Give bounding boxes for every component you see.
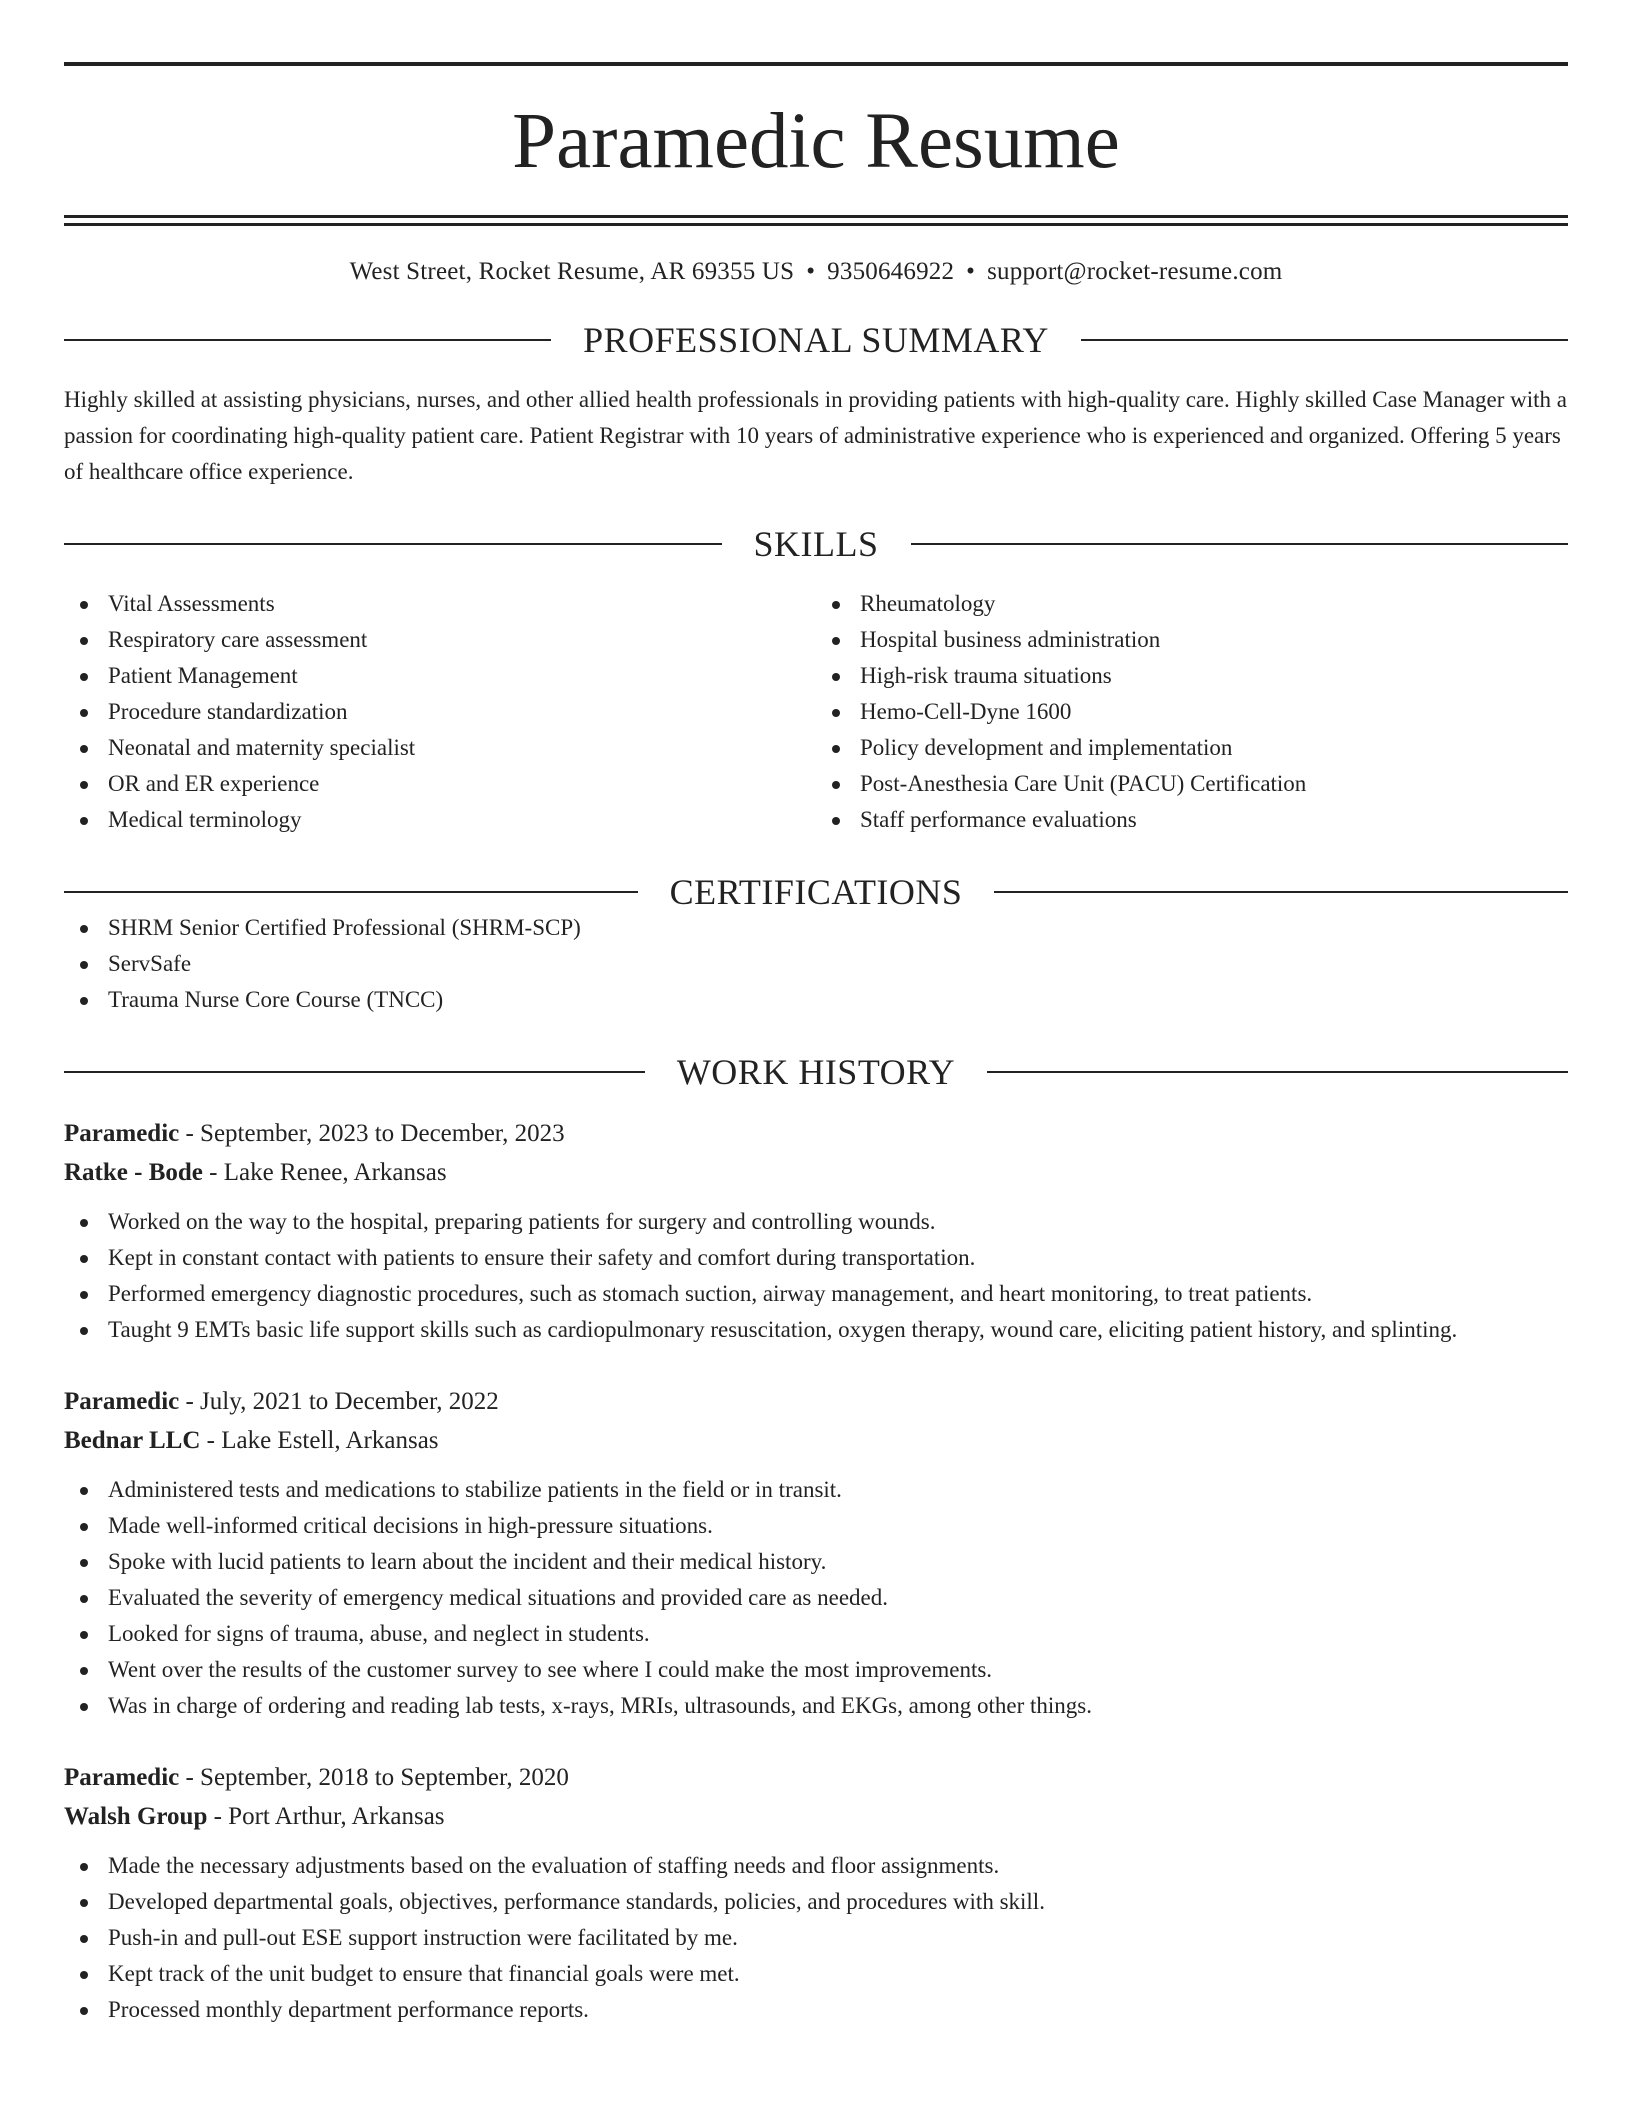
job-bullets	[64, 1848, 1568, 2028]
skill-item: Hemo-Cell-Dyne 1600	[816, 694, 1568, 730]
section-title: WORK HISTORY	[676, 1052, 956, 1092]
job-bullet: Made the necessary adjustments based on the evaluation of staffing needs and floor assignments.	[64, 1848, 1568, 1884]
job-bullet: Taught 9 EMTs basic life support skills such as cardiopulmonary resuscitation, oxygen therapy, wound care, eliciting patient history, and splinting.	[64, 1312, 1568, 1348]
job-bullet: Evaluated the severity of emergency medical situations and provided care as needed.	[64, 1580, 1568, 1616]
skill-item: Rheumatology	[816, 586, 1568, 622]
certification-item: ServSafe	[64, 946, 1568, 982]
job-company: Ratke - Bode	[64, 1159, 203, 1186]
page-title: Paramedic Resume	[512, 98, 1120, 185]
job-bullet: Kept track of the unit budget to ensure that financial goals were met.	[64, 1956, 1568, 1992]
skill-item: Hospital business administration	[816, 622, 1568, 658]
summary-text: Highly skilled at assisting physicians, nurses, and other allied health professionals in providing patients with high-quality care. Highly skilled Case Manager with a passion for coordinating high-quality patient care. Patient Registrar with 10 years of administrative experience who is experienced and organized. Offering 5 years of healthcare office experience.	[64, 387, 1568, 484]
skill-item: OR and ER experience	[64, 766, 816, 802]
contact-email: support@rocket-resume.com	[987, 258, 1283, 285]
contact-separator: •	[966, 258, 976, 285]
job-role: Paramedic	[64, 1764, 180, 1791]
job-bullet: Processed monthly department performance reports.	[64, 1992, 1568, 2028]
section-rule	[994, 891, 1568, 893]
job-location: - Port Arthur, Arkansas	[207, 1803, 445, 1830]
job-bullets	[64, 1204, 1568, 1348]
skill-item: Medical terminology	[64, 802, 816, 838]
skill-item: Respiratory care assessment	[64, 622, 816, 658]
job-title-line	[64, 1382, 1568, 1421]
job-dates: - July, 2021 to December, 2022	[179, 1388, 499, 1415]
skill-item: Neonatal and maternity specialist	[64, 730, 816, 766]
job-entry	[64, 1382, 1568, 1724]
job-entry	[64, 1758, 1568, 2028]
section-rule	[1081, 339, 1568, 341]
job-bullet: Push-in and pull-out ESE support instruction were facilitated by me.	[64, 1920, 1568, 1956]
job-bullet: Kept in constant contact with patients to ensure their safety and comfort during transportation.	[64, 1240, 1568, 1276]
job-location: - Lake Renee, Arkansas	[202, 1159, 447, 1186]
job-bullet: Developed departmental goals, objectives, performance standards, policies, and procedures with skill.	[64, 1884, 1568, 1920]
job-bullet: Was in charge of ordering and reading lab tests, x-rays, MRIs, ultrasounds, and EKGs, among other things.	[64, 1688, 1568, 1724]
job-role: Paramedic	[64, 1120, 180, 1147]
section-title: PROFESSIONAL SUMMARY	[583, 320, 1049, 360]
section-header-skills	[64, 526, 1568, 562]
section-rule	[64, 339, 551, 341]
skills-columns	[64, 586, 1568, 838]
job-dates: - September, 2018 to September, 2020	[179, 1764, 569, 1791]
section-rule	[64, 543, 722, 545]
contact-phone: 9350646922	[827, 258, 955, 285]
job-role: Paramedic	[64, 1388, 180, 1415]
section-title: SKILLS	[753, 524, 879, 564]
job-title-line	[64, 1758, 1568, 1797]
certification-item: SHRM Senior Certified Professional (SHRM-SCP)	[64, 910, 1568, 946]
skills-right-list	[816, 586, 1568, 838]
job-bullets	[64, 1472, 1568, 1724]
skill-item: Vital Assessments	[64, 586, 816, 622]
job-company-line	[64, 1797, 1568, 1836]
skill-item: Staff performance evaluations	[816, 802, 1568, 838]
job-bullet: Administered tests and medications to stabilize patients in the field or in transit.	[64, 1472, 1568, 1508]
skill-item: Post-Anesthesia Care Unit (PACU) Certification	[816, 766, 1568, 802]
job-bullet: Looked for signs of trauma, abuse, and neglect in students.	[64, 1616, 1568, 1652]
job-bullet: Performed emergency diagnostic procedures, such as stomach suction, airway management, and heart monitoring, to treat patients.	[64, 1276, 1568, 1312]
title-double-rule	[64, 215, 1568, 226]
job-company: Bednar LLC	[64, 1427, 201, 1454]
section-rule	[64, 1071, 645, 1073]
contact-separator: •	[806, 258, 816, 285]
section-rule	[64, 891, 638, 893]
job-entry	[64, 1114, 1568, 1348]
job-bullet: Worked on the way to the hospital, preparing patients for surgery and controlling wounds.	[64, 1204, 1568, 1240]
contact-address: West Street, Rocket Resume, AR 69355 US	[349, 258, 795, 285]
job-bullet: Made well-informed critical decisions in high-pressure situations.	[64, 1508, 1568, 1544]
job-company: Walsh Group	[64, 1803, 208, 1830]
job-bullet: Went over the results of the customer survey to see where I could make the most improvements.	[64, 1652, 1568, 1688]
skill-item: Policy development and implementation	[816, 730, 1568, 766]
top-rule	[64, 62, 1568, 66]
certification-item: Trauma Nurse Core Course (TNCC)	[64, 982, 1568, 1018]
job-location: - Lake Estell, Arkansas	[200, 1427, 439, 1454]
section-rule	[987, 1071, 1568, 1073]
skill-item: High-risk trauma situations	[816, 658, 1568, 694]
section-header-summary	[64, 322, 1568, 358]
skill-item: Procedure standardization	[64, 694, 816, 730]
job-title-line	[64, 1114, 1568, 1153]
certifications-list	[64, 910, 1568, 1018]
job-dates: - September, 2023 to December, 2023	[179, 1120, 565, 1147]
section-rule	[911, 543, 1569, 545]
job-company-line	[64, 1153, 1568, 1192]
section-title: CERTIFICATIONS	[669, 872, 963, 912]
job-bullet: Spoke with lucid patients to learn about the incident and their medical history.	[64, 1544, 1568, 1580]
skill-item: Patient Management	[64, 658, 816, 694]
section-header-work-history	[64, 1054, 1568, 1090]
job-company-line	[64, 1421, 1568, 1460]
skills-left-list	[64, 586, 816, 838]
section-header-certifications	[64, 874, 1568, 910]
contact-line	[64, 258, 1568, 286]
